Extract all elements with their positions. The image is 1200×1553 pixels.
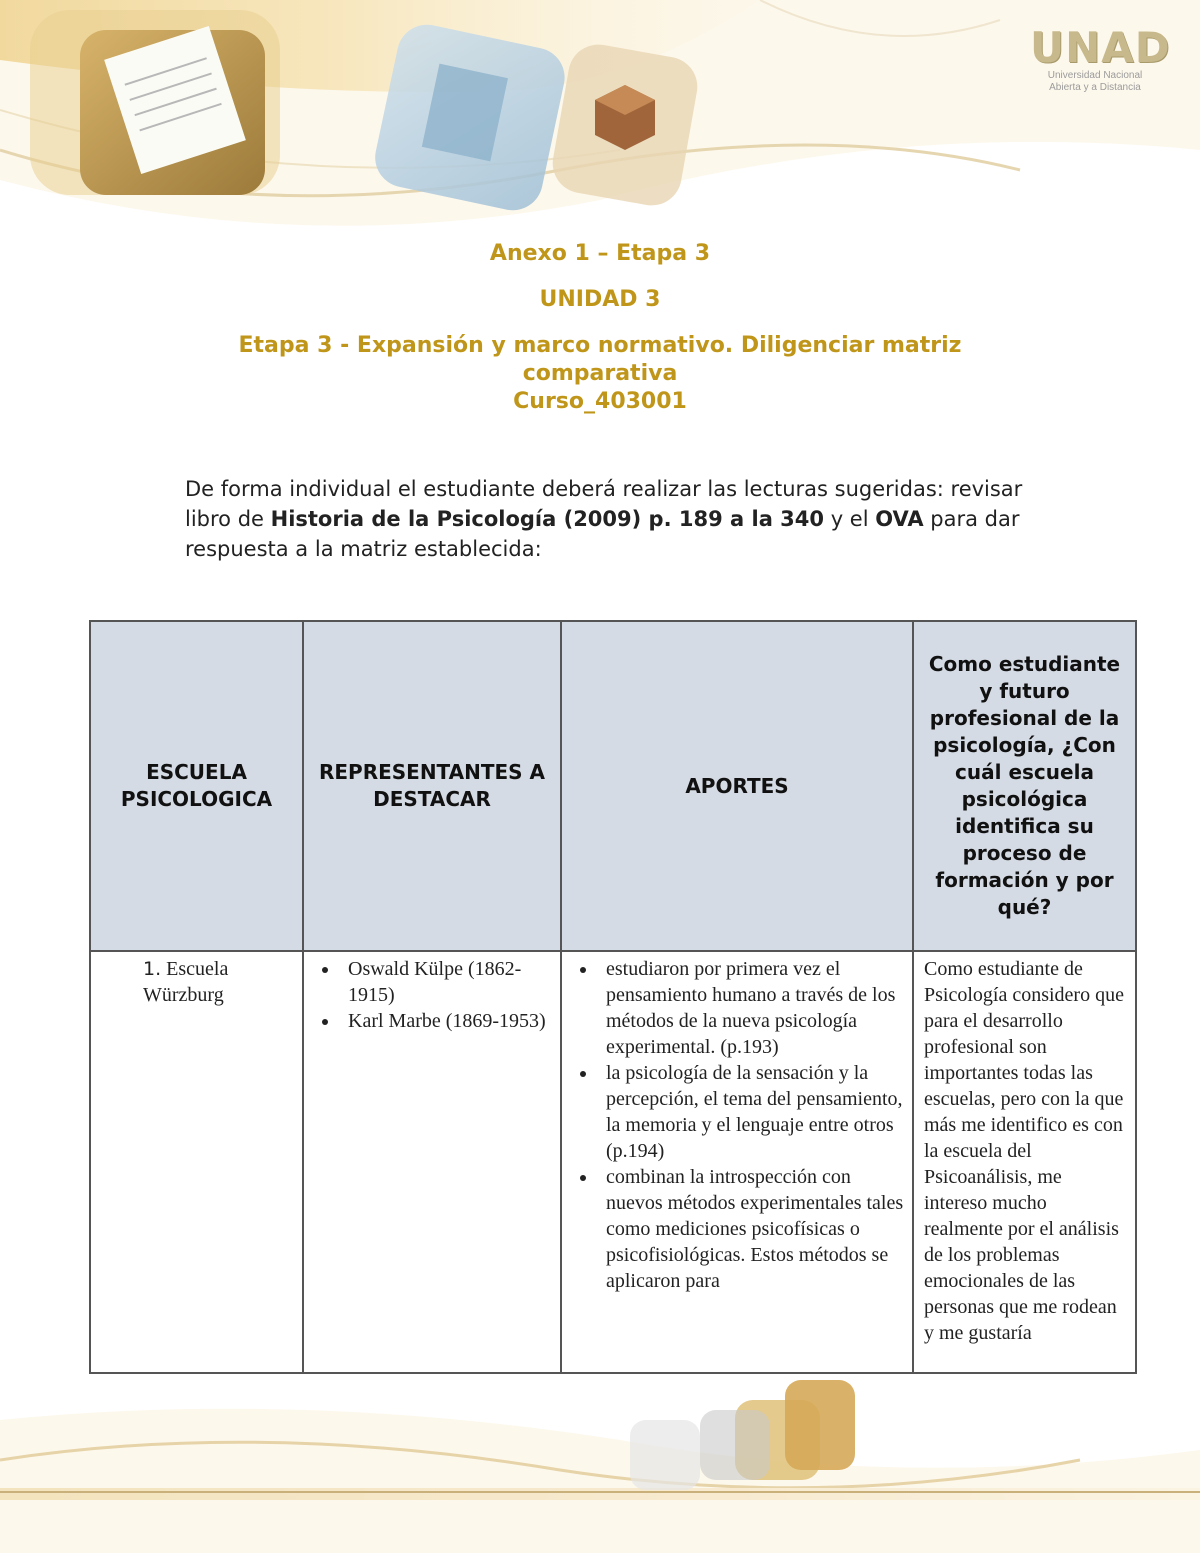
stage-title: Etapa 3 - Expansión y marco normativo. Diligenciar matriz comparativa: [238, 333, 962, 386]
header-representatives: REPRESENTANTES A DESTACAR: [303, 621, 561, 951]
unad-logo: [1030, 23, 1171, 94]
footer-banner: [0, 1380, 1200, 1553]
intro-text-3: para dar respuesta a la matriz establecida:: [185, 507, 1020, 561]
reflection-cell: Como estudiante de Psicología considero que para el desarrollo profesional son importantes todas las escuelas, pero con la que más me identifico es con la escuela del Psicoanálisis, me intereso mucho realmente por el análisis de los problemas emocionales de las personas que me rodean y me gustaría: [913, 951, 1136, 1373]
header-reflection: Como estudiante y futuro profesional de la psicología, ¿Con cuál escuela psicológica identifica su proceso de formación y por qué?: [913, 621, 1136, 951]
header-contributions: APORTES: [561, 621, 913, 951]
contribution-item: • combinan la introspección con nuevos métodos experimentales tales como mediciones psicofísicas o psicofisiológicas. Estos métodos se aplicaron para: [598, 1164, 906, 1294]
representative-item: • Karl Marbe (1869-1953): [340, 1008, 554, 1034]
representative-item: • Oswald Külpe (1862-1915): [340, 956, 554, 1008]
school-cell: [90, 951, 303, 1373]
contributions-cell: [561, 951, 913, 1373]
header-school: ESCUELA PSICOLOGICA: [90, 621, 303, 951]
document-header: [0, 240, 1200, 416]
intro-text-2: y el: [824, 507, 876, 531]
logo-subtitle-1: Universidad Nacional: [1047, 70, 1143, 81]
intro-ova: OVA: [875, 507, 924, 531]
comparative-matrix: [89, 620, 1137, 1374]
unit-title: UNIDAD 3: [539, 287, 661, 312]
school-name: Escuela Würzburg: [143, 958, 229, 1006]
school-number: 1.: [143, 958, 162, 980]
intro-book-reference: Historia de la Psicología (2009) p. 189 a la 340: [270, 507, 825, 531]
course-code: Curso_403001: [513, 389, 687, 414]
annex-title: Anexo 1 – Etapa 3: [489, 241, 711, 266]
instructions-paragraph: [185, 474, 1045, 564]
header-banner: [0, 0, 1200, 230]
table-row: [90, 951, 1136, 1373]
intro-text-1: De forma individual el estudiante deberá realizar las lecturas sugeridas: revisar libro de: [185, 477, 1023, 531]
header-row: [90, 621, 1136, 951]
logo-subtitle-2: Abierta y a Distancia: [1049, 82, 1141, 93]
representatives-cell: [303, 951, 561, 1373]
contribution-item: • la psicología de la sensación y la percepción, el tema del pensamiento, la memoria y el lenguaje entre otros (p.194): [598, 1060, 906, 1164]
logo-mark: UNAD: [1030, 23, 1171, 72]
contribution-item: • estudiaron por primera vez el pensamiento humano a través de los métodos de la nueva psicología experimental. (p.193): [598, 956, 906, 1060]
